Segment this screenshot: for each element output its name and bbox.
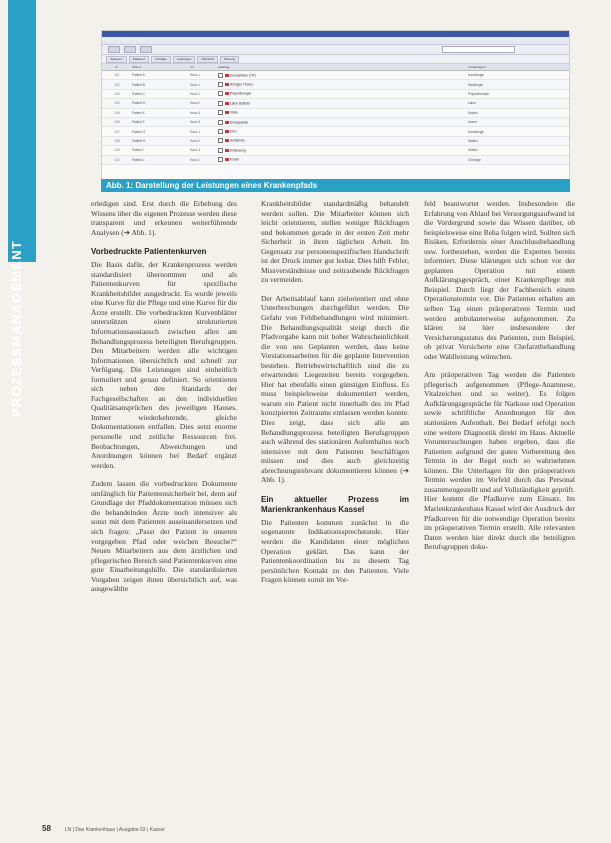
- cell-text: 110: [114, 157, 120, 162]
- figure-tab: Leistungen: [173, 56, 196, 63]
- table-cell: [190, 148, 218, 152]
- table-cell: [190, 139, 218, 143]
- table-cell: [218, 101, 358, 106]
- cell-text: Labor Blutbild: [230, 101, 250, 106]
- cell-text: Patient G: [132, 129, 146, 134]
- cell-text: Patient J: [132, 157, 145, 162]
- cell-text: Konsil: [230, 157, 239, 162]
- figure-tab: Stationen: [106, 56, 127, 63]
- page-number: 58: [42, 824, 51, 833]
- cell-text: Patient H: [132, 138, 146, 143]
- cell-text: Röntgen Thorax: [230, 82, 253, 87]
- cell-text: Haus 1: [190, 73, 201, 78]
- flag-icon: [225, 83, 229, 86]
- checkbox-icon: [218, 101, 223, 106]
- table-cell: [102, 111, 132, 115]
- figure-tab: Planung: [220, 56, 239, 63]
- table-cell: [218, 73, 358, 78]
- cell-text: Patient F: [132, 120, 145, 125]
- table-row: [102, 137, 569, 146]
- table-cell: [218, 91, 358, 96]
- grid-header-cell: Nr.: [115, 65, 119, 69]
- table-row: [102, 146, 569, 155]
- table-cell: [190, 92, 218, 96]
- section-heading: Ein aktueller Prozess im Marienkrankenhaus Kassel: [261, 494, 409, 514]
- table-cell: [218, 138, 358, 143]
- flag-icon: [225, 92, 229, 95]
- paragraph: feld beantwortet werden. Insbesondere die Erfahrung von Ablauf bei Versorgungsaufwand ist die Vordergrund sowie das Wissen darüber, ob beispielsweise eine Reha folgen wird. Sollten sich Risiken, Erfordernis einer Anschlussbehandlung usw. fortbestehen, werden die Experten bereits informiert. Diese klärungen sich schon vor der geplanten Operation mit einem Aufklärungsgespräch, einer Krankenpflege mit Beispiel. Durch liegt der Fachbereich einem Operationstermin vor. Die Patienten erhalten am selben Tag einen präoperativen Termin und werden ambulanterweise aufgenommen. Zu klären ist hier insbesondere der Versicherungsstatus des Patienten, zum Beispiel, ob privat Versicherte eine Chefarztbehandlung oder Wahlleistung wünschen.: [424, 199, 575, 361]
- cell-text: Kardiologie: [468, 73, 484, 78]
- table-cell: [468, 73, 548, 77]
- cell-text: Haus 3: [190, 120, 201, 125]
- cell-text: EKG: [230, 129, 237, 134]
- table-cell: [468, 111, 548, 115]
- table-cell: [468, 120, 548, 124]
- figure-tab: Patienten: [129, 56, 150, 63]
- cell-text: Radiologie: [468, 82, 484, 87]
- cell-text: 104: [114, 101, 120, 106]
- table-cell: [102, 83, 132, 87]
- checkbox-icon: [218, 157, 223, 162]
- cell-text: Haus 3: [190, 148, 201, 153]
- figure-toolbar: [102, 45, 569, 55]
- text-column-1: [91, 199, 237, 594]
- table-row: [102, 99, 569, 108]
- cell-text: Physiotherapie: [468, 91, 490, 96]
- text-column-2: [261, 199, 409, 585]
- cell-text: 107: [114, 129, 120, 134]
- flag-icon: [225, 158, 229, 161]
- flag-icon: [225, 139, 229, 142]
- cell-text: 106: [114, 120, 120, 125]
- table-cell: [132, 83, 190, 87]
- table-cell: [190, 73, 218, 77]
- figure-grid-header: [102, 64, 569, 71]
- paragraph: Die Patienten kommen zunächst in die sogenannte Indikationssprechstunde. Hier werden die Kandidaten einer möglichen Operation geklärt. Das kann der Patientenkoordination bis zu diesem Tag persönlichen Kontakt zu den Patienten. Viele Fragen können somit im Vor-: [261, 517, 409, 585]
- cell-text: Patient D: [132, 101, 146, 106]
- checkbox-icon: [218, 82, 223, 87]
- table-cell: [132, 92, 190, 96]
- paragraph: erledigen sind. Erst durch die Erhebung des Wissens über die eigenen Prozesse werden diese transparent und erkennen weiterführende Analysen (➔ Abb. 1).: [91, 199, 237, 237]
- grid-header-cell: Ort: [190, 65, 195, 69]
- cell-text: Haus 2: [190, 91, 201, 96]
- table-cell: [132, 111, 190, 115]
- cell-text: Haus 1: [190, 82, 201, 87]
- table-cell: [468, 139, 548, 143]
- cell-text: Physiotherapie: [230, 91, 252, 96]
- checkbox-icon: [218, 91, 223, 96]
- table-cell: [132, 130, 190, 134]
- screenshot-figure: [101, 30, 570, 180]
- table-row: [102, 156, 569, 165]
- table-cell: [132, 148, 190, 152]
- grid-header-cell: [358, 64, 468, 70]
- toolbar-button: [108, 46, 120, 53]
- checkbox-icon: [218, 110, 223, 115]
- table-cell: [468, 101, 548, 105]
- toolbar-button: [140, 46, 152, 53]
- table-cell: [102, 130, 132, 134]
- table-cell: [218, 110, 358, 115]
- flag-icon: [225, 102, 229, 105]
- paragraph: Am präoperativen Tag werden die Patienten pflegerisch aufgenommen (Pflege-Anamnese, Vitalzeichen und so weiter). Es folgen Aufklärungsgespräche für Narkose und Operation sowie schriftliche Anordnungen für den stationären Aufenthalt. Bei Bedarf erfolgt noch eine weitere Diagnostik direkt im Haus. Aktuelle Voruntersuchungen haben ergeben, dass die Patienten aufgrund der guten Vorbereitung den Termin in der Regel noch so wahrnehmen können. Die Unterlagen für den präoperativen Termin werden im Vorfeld durch das Personal zusammengestellt und auf Vollständigkeit geprüft. Hier kommt die Pfadkurve zum Einsatz. Im Marienkrankenhaus Kassel wird der Ausdruck der Pfadkurven für die notwendige Operation bereits im präoperativen Termin erstellt. Alle relevanten Daten werden hier direkt durch die beteiligten Berufsgruppen doku-: [424, 370, 575, 552]
- cell-text: Patient A: [132, 73, 145, 78]
- flag-icon: [225, 149, 229, 152]
- section-title: PROZESSMANAGEMENT: [9, 240, 24, 418]
- cell-text: Patient C: [132, 91, 146, 96]
- cell-text: Station: [468, 110, 478, 115]
- flag-icon: [225, 74, 229, 77]
- table-cell: [102, 120, 132, 124]
- table-cell: [102, 92, 132, 96]
- table-cell: [102, 158, 132, 162]
- grid-header-cell: Patient: [132, 65, 142, 69]
- table-cell: [218, 148, 358, 153]
- checkbox-icon: [218, 129, 223, 134]
- cell-text: 102: [114, 82, 120, 87]
- cell-text: Patient E: [132, 110, 145, 115]
- cell-text: Haus 2: [190, 138, 201, 143]
- table-cell: [190, 120, 218, 124]
- cell-text: Sonographie: [230, 119, 249, 124]
- table-cell: [132, 158, 190, 162]
- table-cell: [102, 101, 132, 105]
- cell-text: Station: [468, 138, 478, 143]
- table-cell: [102, 139, 132, 143]
- table-cell: [218, 157, 358, 162]
- grid-header-cell: Zuständigkeit: [468, 65, 486, 69]
- table-cell: [468, 158, 548, 162]
- table-cell: [190, 158, 218, 162]
- checkbox-icon: [218, 138, 223, 143]
- cell-text: 108: [114, 138, 120, 143]
- figure-title-bar: [102, 37, 569, 45]
- table-cell: [132, 73, 190, 77]
- paragraph: Zudem lassen die vorbedruckten Dokumente umfänglich für Patientensicherheit bei, denn auf Grundlage der Pfaddokumentation müssen sich die behandelnden Ärzte noch intensiver als sonst mit dem Patienten auseinandersetzen und sich fragen: „Passt der Patient in unseren vorgegeben Pfad oder weichen Besuche?“ Neuen Mitarbeitern aus dem ärztlichen und pflegerischen Bereich sind Patientenkurven eine gute Einarbeitungshilfe. Die standardisierten Vorgaben zeigen ihnen übersichtlich auf, was ausgewählte: [91, 479, 237, 594]
- table-cell: [468, 148, 548, 152]
- cell-text: 105: [114, 110, 120, 115]
- figure-caption: Abb. 1: Darstellung der Leistungen eines Krankenpfads: [106, 181, 318, 190]
- cell-text: Haus 1: [190, 157, 201, 162]
- paragraph: Die Basis dafür, der Krankenprozess werden standardisiert übernommen und als Patientenkurven für spezifische Krankheitsbilder ausgedruckt. Es wurde jeweils eine Kurve für die Pflege und eine Kurve für die Ärzte erstellt. Die vorbedruckten Kurvenblätter unterstützen einen strukturierten Informationsaustausch zwischen allen am Behandlungsprozess beteiligten Berufsgruppen. Den Mitarbeitern werden alle wichtigen Informationen übersichtlich und schnell zur Verfügung. Die Leistungen sind einheitlich formuliert und genau definiert. So orientieren sich neben den Standards der Fachgesellschaften an den individuellen Qualitätsansprüchen des jeweiligen Hauses. Immer wiederkehrende, gleiche Dokumentationen entfallen. Dies setzt enorme personelle und zeitliche Ressourcen frei. Beobachtungen, Abweichungen und Anordnungen können bei Bedarf ergänzt werden.: [91, 260, 237, 470]
- table-cell: [468, 83, 548, 87]
- cell-text: Station: [468, 148, 478, 153]
- table-row: [102, 80, 569, 89]
- cell-text: Entlassung: [230, 148, 246, 153]
- cell-text: Labor: [468, 101, 477, 106]
- table-row: [102, 71, 569, 80]
- checkbox-icon: [218, 120, 223, 125]
- section-heading: Vorbedruckte Patientenkurven: [91, 247, 207, 257]
- cell-text: 103: [114, 91, 120, 96]
- cell-text: 101: [114, 73, 120, 78]
- cell-text: Haus 2: [190, 101, 201, 106]
- cell-text: Chirurgie: [468, 157, 481, 162]
- table-row: [102, 109, 569, 118]
- cell-text: Herzkatheter (OP): [230, 73, 256, 78]
- cell-text: Innere: [468, 120, 478, 125]
- table-cell: [102, 73, 132, 77]
- text-column-3: [424, 199, 575, 552]
- flag-icon: [225, 121, 229, 124]
- publication-line: LN | Das Krankenhaus | Ausgabe 03 | Kassel: [64, 827, 165, 833]
- figure-dropdown: [442, 46, 515, 53]
- cell-text: Patient I: [132, 148, 144, 153]
- page-footer: [42, 824, 165, 833]
- cell-text: Aufnahme: [230, 138, 245, 143]
- table-cell: [218, 82, 358, 87]
- flag-icon: [225, 130, 229, 133]
- table-cell: [218, 120, 358, 125]
- table-cell: [468, 130, 548, 134]
- checkbox-icon: [218, 148, 223, 153]
- table-cell: [132, 120, 190, 124]
- table-cell: [190, 101, 218, 105]
- flag-icon: [225, 111, 229, 114]
- paragraph: Krankheitsbilder standardmäßig behandelt werden sollen. Die Mitarbeiter können sich leicht orientieren, stellen weniger Rückfragen und bekommen gerade in der ersten Zeit mehr Sicherheit in ihren täglichen Arbeit. Im Gegensatz zur personenspezifischen Handschrift ist der Druck immer gut lesbar. Dies hilft Fehler, Missverständnisse und zeitraubende Rückfragen zu vermeiden.: [261, 199, 409, 285]
- figure-tabs: [102, 55, 569, 64]
- table-cell: [102, 148, 132, 152]
- figure-tab: Übersicht: [197, 56, 218, 63]
- toolbar-button: [124, 46, 136, 53]
- table-row: [102, 127, 569, 136]
- table-row: [102, 90, 569, 99]
- checkbox-icon: [218, 73, 223, 78]
- figure-tab: Aufträge: [151, 56, 170, 63]
- table-cell: [218, 129, 358, 134]
- table-cell: [468, 92, 548, 96]
- cell-text: Haus 3: [190, 110, 201, 115]
- table-cell: [132, 139, 190, 143]
- cell-text: 109: [114, 148, 120, 153]
- grid-header-cell: Leistung: [218, 65, 230, 69]
- paragraph: Der Arbeitsablauf kann zielorientiert und ohne Unterbrechungen durchgeführt werden. Die Gefahr von Fehlbehandlungen wird minimiert. Die Behandlungsqualität steigt durch die Pfadvorgabe kann mit hoher Wahrscheinlichkeit die von uns Geplanten werden, dass keine Vorstationsarbeiten für die geplante Intervention bestehen. Betriebswirtschaftlich sind die zu erwartenden Liegezeiten bereits vorgegeben. Hier hat ebenfalls einen günstigen Einfluss. Es muss beispielsweise dokumentiert werden, warum ein Patient nicht innerhalb des im Pfad konzipierten Zeitraums entlassen werden konnte. Dies zeigt, dass sich alle am Behandlungsprozess beteiligten Berufsgruppen auch während des stationären Aufenthaltes noch intensiver mit dem Patienten beschäftigen müssen und dies auch gleichzeitig abrechnungsrelevant dokumentieren können (➔ Abb. 1).: [261, 293, 409, 485]
- cell-text: Haus 1: [190, 129, 201, 134]
- table-row: [102, 118, 569, 127]
- cell-text: Kardiologie: [468, 129, 484, 134]
- cell-text: Patient B: [132, 82, 145, 87]
- table-cell: [190, 130, 218, 134]
- section-band: [8, 0, 36, 262]
- table-cell: [190, 111, 218, 115]
- table-cell: [190, 83, 218, 87]
- table-cell: [132, 101, 190, 105]
- cell-text: Visite: [230, 110, 238, 115]
- sidebar: [0, 0, 40, 843]
- figure-grid-body: [102, 71, 569, 165]
